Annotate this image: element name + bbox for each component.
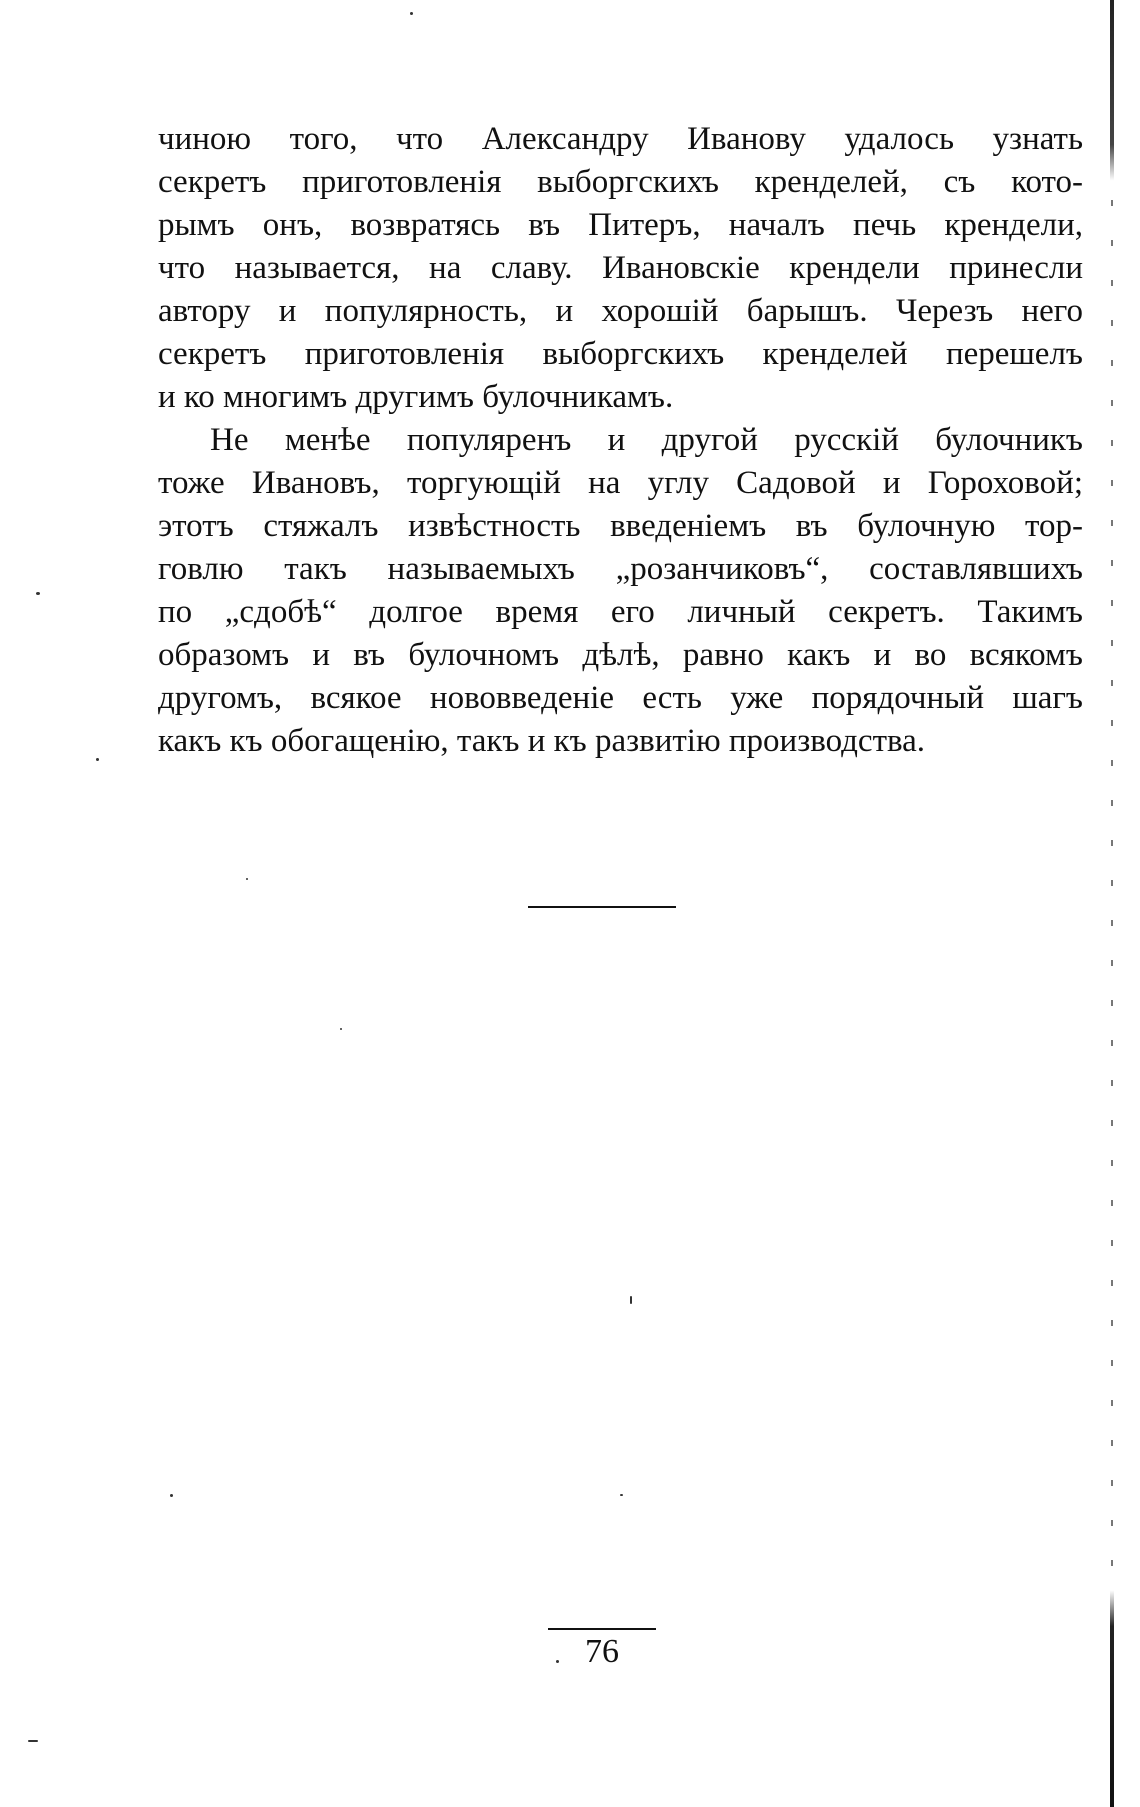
scan-speck [556, 1660, 559, 1663]
text-line: Не менѣе популяренъ и другой русскій булочникъ [210, 422, 1083, 458]
text-line: этотъ стяжалъ извѣстность введеніемъ въ булочную тор- [158, 508, 1083, 544]
text-line: чиною того, что Александру Иванову удалось узнать [158, 121, 1083, 157]
text-line: автору и популярность, и хорошій барышъ. Черезъ него [158, 293, 1083, 329]
text-line: образомъ и въ булочномъ дѣлѣ, равно какъ и во всякомъ [158, 637, 1083, 673]
text-line: говлю такъ называемыхъ „розанчиковъ“, составлявшихъ [158, 551, 1083, 587]
text-line: по „сдобѣ“ долгое время его личный секретъ. Такимъ [158, 594, 1083, 630]
scan-speck [340, 1028, 342, 1030]
body-text [158, 118, 1083, 763]
scan-speck [36, 592, 40, 595]
text-line: секретъ приготовленія выборгскихъ кренделей перешелъ [158, 336, 1083, 372]
text-line: что называется, на славу. Ивановскіе крендели принесли [158, 250, 1083, 286]
page-number-rule [548, 1628, 656, 1630]
page-edge-marks [1111, 200, 1113, 1580]
scan-speck [620, 1494, 623, 1496]
scan-speck [96, 758, 99, 761]
text-line: другомъ, всякое нововведеніе есть уже порядочный шагъ [158, 680, 1083, 716]
scan-speck [28, 1740, 38, 1742]
scan-speck [246, 878, 248, 880]
text-line: секретъ приготовленія выборгскихъ кренделей, съ кото- [158, 164, 1083, 200]
scan-speck [630, 1296, 632, 1304]
paragraph-2 [158, 419, 1083, 763]
section-divider [528, 906, 676, 908]
scan-speck [170, 1494, 173, 1497]
scan-speck [410, 12, 413, 15]
paragraph-1 [158, 118, 1083, 419]
text-line: и ко многимъ другимъ булочникамъ. [158, 379, 674, 415]
text-line: тоже Ивановъ, торгующій на углу Садовой и Гороховой; [158, 465, 1083, 501]
text-line: какъ къ обогащенію, такъ и къ развитію производства. [158, 723, 926, 759]
page-number: 76 [585, 1633, 619, 1670]
text-line: рымъ онъ, возвратясь въ Питеръ, началъ печь крендели, [158, 207, 1083, 243]
